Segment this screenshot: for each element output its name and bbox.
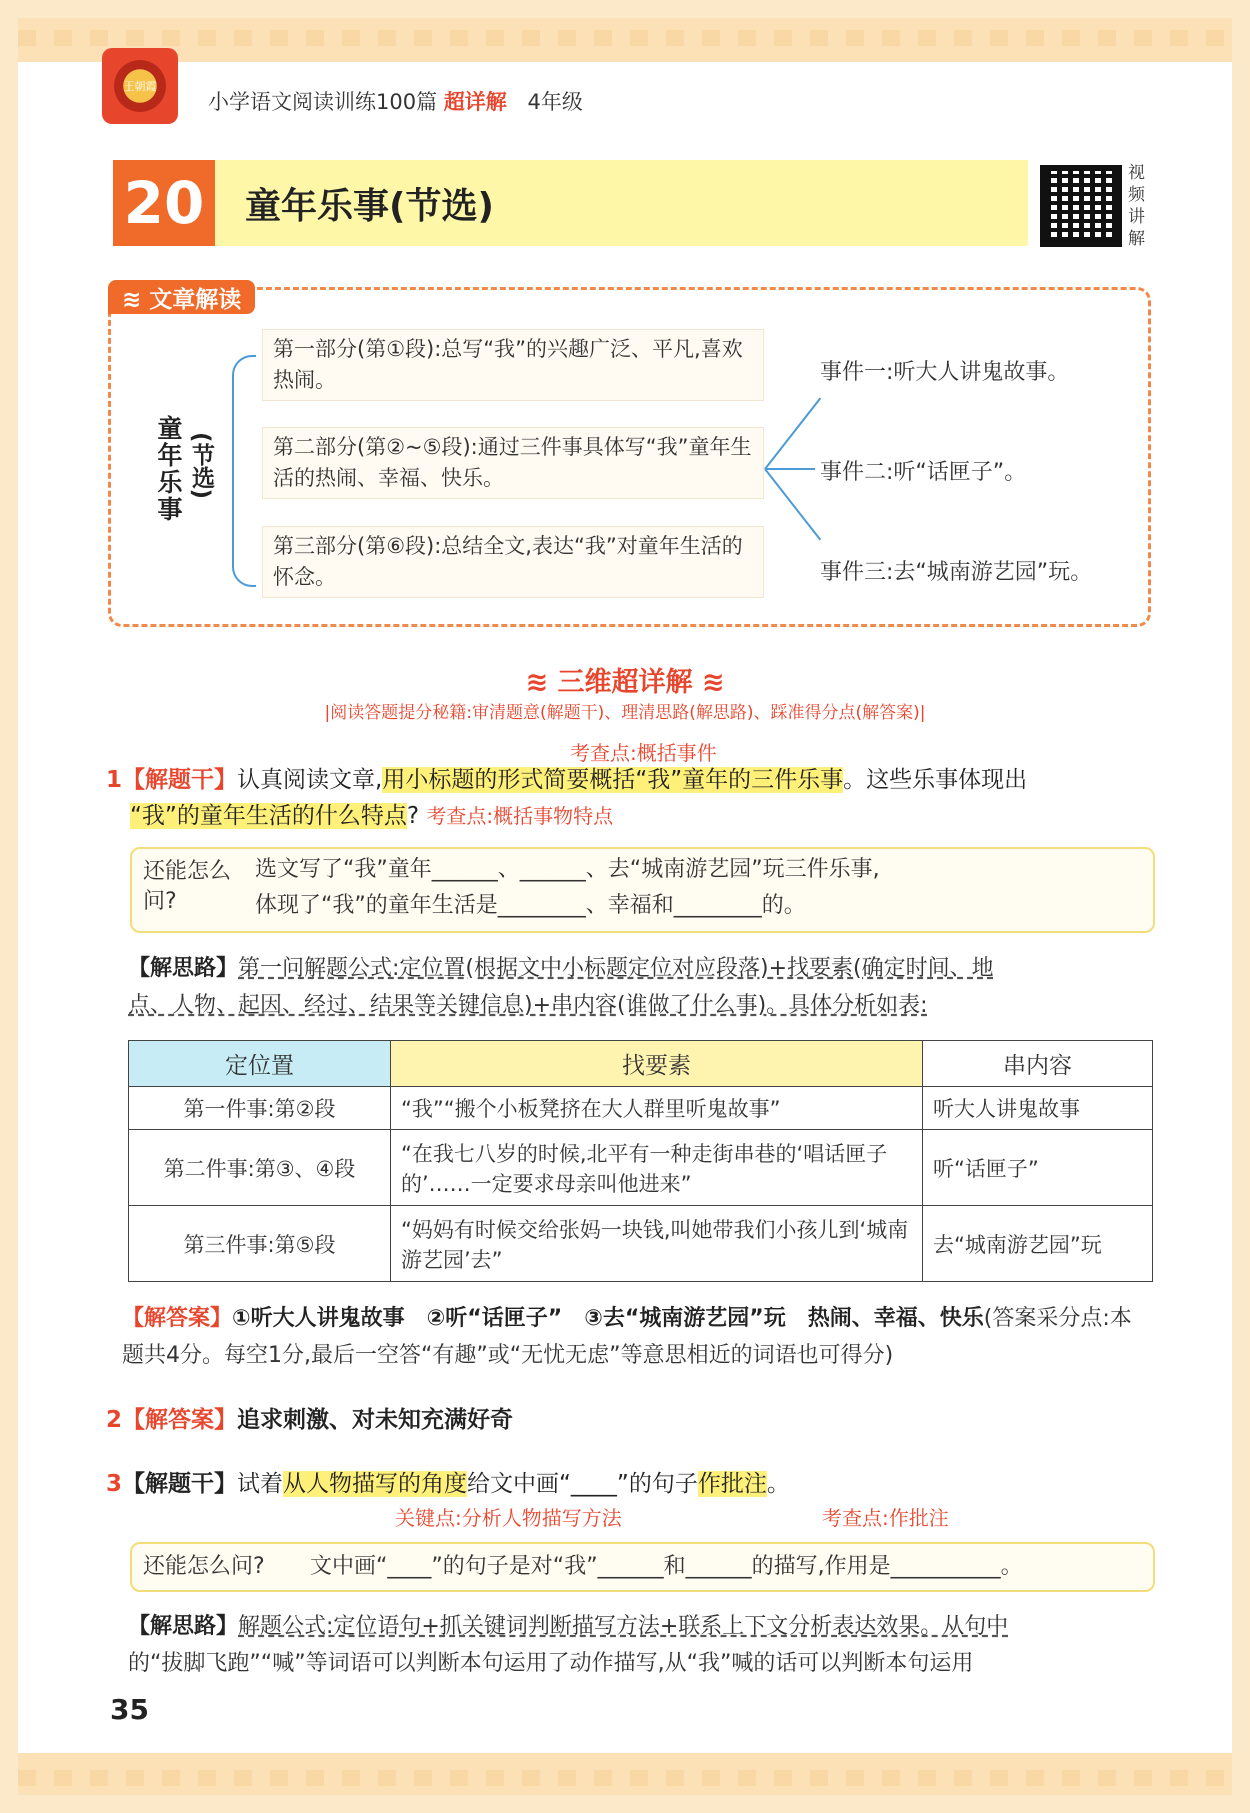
- table-cell: 第二件事:第③、④段: [129, 1130, 391, 1206]
- part-two: 第二部分(第②~⑤段):通过三件事具体写“我”童年生活的热闹、幸福、快乐。: [263, 428, 763, 498]
- analysis-vertical-title: 童年乐事: [154, 415, 183, 523]
- table-cell: “妈妈有时候交给张妈一块钱,叫她带我们小孩儿到‘城南游艺园’去”: [391, 1206, 923, 1282]
- q1-alt-label: 还能怎么问?: [143, 859, 232, 914]
- q3-text-b: 给文中画“____”的句子: [467, 1471, 698, 1497]
- q1-note-top: 考查点:概括事件: [570, 741, 717, 765]
- q1-think: [128, 950, 1156, 1024]
- part-three: 第三部分(第⑥段):总结全文,表达“我”对童年生活的怀念。: [263, 527, 763, 597]
- grade-label: 4年级: [527, 90, 583, 114]
- table-cell: “在我七八岁的时候,北平有一种走街串巷的‘唱话匣子的’……一定要求母亲叫他进来”: [391, 1130, 923, 1206]
- q1-answer-note: (答案采分点:本题共4分。每空1分,最后一空答“有趣”或“无忧无虑”等意思相近的词语也可得分): [122, 1306, 1132, 1368]
- event-two: 事件二:听“话匣子”。: [820, 460, 1027, 485]
- event-one: 事件一:听大人讲鬼故事。: [820, 360, 1070, 385]
- table-cell: 听大人讲鬼故事: [923, 1087, 1153, 1130]
- analysis-vertical-subtitle: (节选): [188, 432, 214, 500]
- q1-text-b: 。这些乐事体现出: [843, 767, 1028, 793]
- q3-stem-tag: 【解题干】: [122, 1471, 238, 1497]
- table-cell: “我”“搬个小板凳挤在大人群里听鬼故事”: [391, 1087, 923, 1130]
- table-cell: 去“城南游艺园”玩: [923, 1206, 1153, 1282]
- q1-note-inline: 考查点:概括事物特点: [426, 804, 614, 828]
- q1-think-line-2: 点、人物、起因、经过、结果等关键信息)+串内容(谁做了什么事)。具体分析如表:: [128, 993, 928, 1018]
- q1-think-tag: 【解思路】: [128, 956, 239, 981]
- q3-think-line-1: 解题公式:定位语句+抓关键词判断描写方法+联系上下文分析表达效果。从句中: [238, 1614, 1009, 1639]
- q3-note-1: 关键点:分析人物描写方法: [395, 1506, 622, 1530]
- article-analysis-tag: ≋ 文章解读: [108, 280, 255, 314]
- bottom-wave-border: [18, 1770, 1232, 1786]
- table-header-locate: 定位置: [129, 1041, 391, 1087]
- page-number: 35: [110, 1693, 149, 1726]
- lesson-title: 童年乐事(节选): [245, 185, 494, 227]
- table-row: [129, 1130, 1153, 1206]
- table-cell: 听“话匣子”: [923, 1130, 1153, 1206]
- q3-text-c: 。: [766, 1471, 790, 1497]
- left-brace: [232, 355, 256, 587]
- q3-alt-line: 文中画“____”的句子是对“我”______和______的描写,作用是__________。: [310, 1554, 1023, 1579]
- table-cell: 第一件事:第②段: [129, 1087, 391, 1130]
- q3-text-a: 试着: [237, 1471, 284, 1497]
- q2-answer: [106, 1402, 1156, 1438]
- q1-highlight-2: “我”的童年生活的什么特点: [130, 803, 407, 829]
- q1-stem-tag: 【解题干】: [122, 767, 238, 793]
- event-three: 事件三:去“城南游艺园”玩。: [820, 560, 1093, 585]
- q3-think-line-2: 的“拔脚飞跑”“喊”等词语可以判断本句运用了动作描写,从“我”喊的话可以判断本句运用: [128, 1651, 974, 1676]
- publisher-logo: [102, 48, 178, 124]
- q1-text-c: ?: [406, 803, 420, 829]
- arrow-to-event-two: [765, 468, 815, 470]
- table-row: [129, 1087, 1153, 1130]
- lesson-number: 20: [113, 160, 215, 246]
- part-one: 第一部分(第①段):总写“我”的兴趣广泛、平凡,喜欢热闹。: [263, 330, 763, 400]
- table-header-row: [129, 1041, 1153, 1087]
- q2-answer-tag: 【解答案】: [122, 1407, 238, 1433]
- q1-alt-line-2: 体现了“我”的童年生活是________、幸福和________的。: [255, 893, 806, 918]
- edition-label: 超详解: [443, 90, 507, 114]
- logo-emblem: 王朝霞: [114, 60, 166, 112]
- q3-think-tag: 【解思路】: [128, 1614, 239, 1639]
- table-header-elements: 找要素: [391, 1041, 923, 1087]
- series-title: 小学语文阅读训练100篇: [208, 90, 438, 114]
- table-header-content: 串内容: [923, 1041, 1153, 1087]
- q1-answer-tag: 【解答案】: [122, 1306, 233, 1331]
- book-header: [208, 86, 583, 116]
- q1-stem: [106, 762, 1156, 834]
- q2-answer-text: 追求刺激、对未知充满好奇: [237, 1407, 514, 1433]
- q1-highlight-1: 用小标题的形式简要概括“我”童年的三件乐事: [382, 767, 844, 793]
- q1-text-a: 认真阅读文章,: [237, 767, 383, 793]
- q3-alt-label: 还能怎么问?: [143, 1554, 265, 1579]
- q2-number: 2: [106, 1407, 123, 1433]
- q1-number: 1: [106, 767, 123, 793]
- section-title: ≋ 三维超详解 ≋: [525, 667, 725, 698]
- q3-highlight-2: 作批注: [697, 1471, 767, 1497]
- q3-think: [128, 1608, 1156, 1682]
- table-row: [129, 1206, 1153, 1282]
- video-explain-label: 视频讲解: [1128, 163, 1145, 249]
- top-wave-border: [18, 30, 1232, 46]
- q1-answer-main: ①听大人讲鬼故事 ②听“话匣子” ③去“城南游艺园”玩 热闹、幸福、快乐: [232, 1306, 984, 1331]
- q1-think-line-1: 第一问解题公式:定位置(根据文中小标题定位对应段落)+找要素(确定时间、地: [238, 956, 994, 981]
- q3-highlight-1: 从人物描写的角度: [283, 1471, 468, 1497]
- section-subtitle: |阅读答题提分秘籍:审清题意(解题干)、理清思路(解思路)、踩准得分点(解答案)|: [324, 703, 926, 723]
- q3-number: 3: [106, 1471, 123, 1497]
- table-cell: 第三件事:第⑤段: [129, 1206, 391, 1282]
- q3-stem: [106, 1466, 1156, 1502]
- q3-note-2: 考查点:作批注: [822, 1506, 949, 1530]
- q1-alt-line-1: 选文写了“我”童年______、______、去“城南游艺园”玩三件乐事,: [255, 857, 880, 882]
- lesson-title-bar: [113, 160, 1028, 246]
- qr-code-icon[interactable]: [1040, 165, 1122, 247]
- q1-answer: [122, 1300, 1152, 1374]
- q1-analysis-table: [128, 1040, 1153, 1282]
